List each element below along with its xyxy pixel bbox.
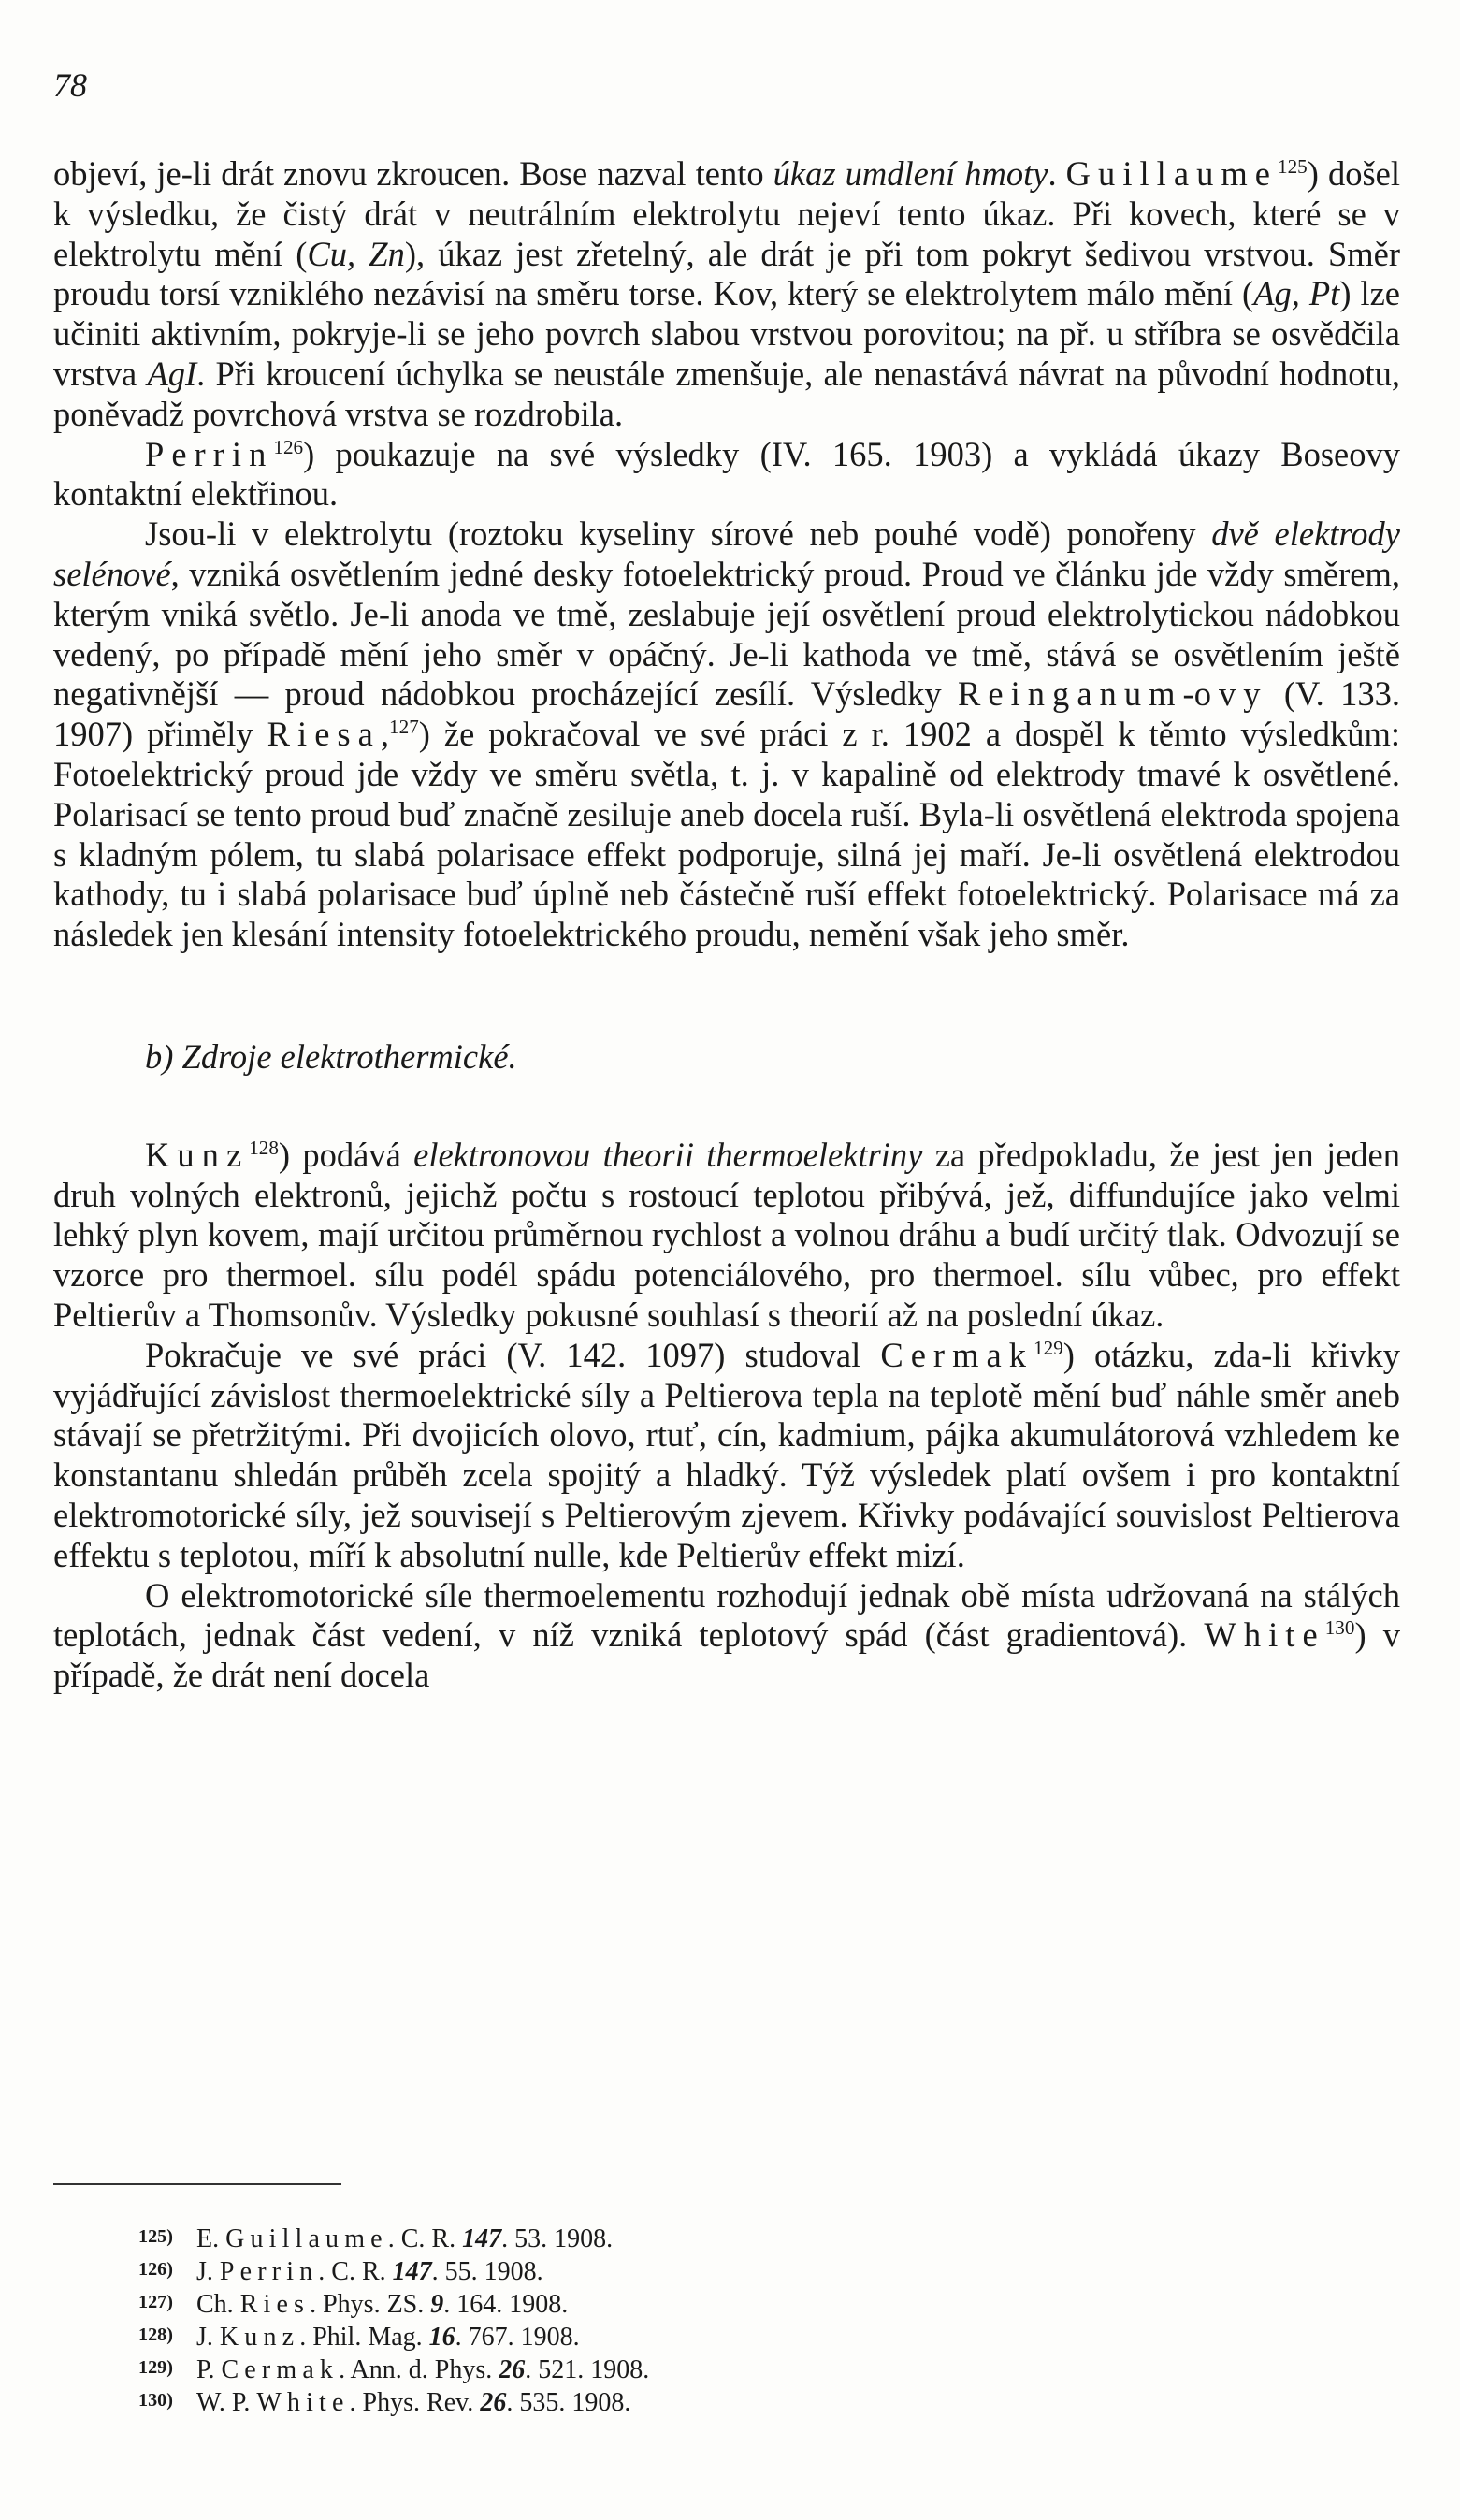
- volume-number: 9: [430, 2290, 444, 2320]
- text-run: . Phil. Mag.: [299, 2323, 429, 2353]
- text-run: (V. 133. 1907) přiměly: [53, 674, 1401, 754]
- author-name: Perrin: [145, 434, 274, 473]
- footnote-ref: 127: [389, 716, 419, 739]
- text-run: . Phys. Rev.: [349, 2388, 481, 2418]
- footnote-ref: 129: [1034, 1336, 1063, 1359]
- author-name: White: [256, 2388, 350, 2418]
- text-run: . C. R.: [318, 2257, 393, 2287]
- volume-number: 147: [462, 2224, 502, 2254]
- emphasis: Cu, Zn: [307, 234, 405, 273]
- footnote-mark: 125): [138, 2226, 173, 2247]
- text-run: ) poukazuje na své výsledky (IV. 165. 1903) a vykládá úkazy Boseovy kontaktní elektřinou.: [53, 434, 1400, 514]
- footnote-ref: 130: [1324, 1616, 1355, 1640]
- text-run: . C. R.: [387, 2224, 463, 2254]
- author-name: Guillaume: [1065, 154, 1279, 193]
- text-run: ), úkaz jest zřetelný, ale drát je při tom pokryt šedivou vrstvou. Směr proudu torsí vzniklého nezávisí na směru torse. Kov, který se elektrolytem málo mění (: [53, 234, 1400, 313]
- footnote: [138, 2385, 649, 2418]
- text-run: Jsou-li v elektrolytu (roztoku kyseliny sírové neb pouhé vodě) ponořeny: [145, 514, 1212, 554]
- text-run: O elektromotorické síle thermoelementu rozhodují jednak obě místa udržovaná na stálých teplotách, jednak část vedení, v níž vzniká teplotový spád (část gradientová).: [53, 1575, 1400, 1655]
- text-run: . 521. 1908.: [525, 2355, 650, 2385]
- text-run: ) že pokračoval ve své práci z r. 1902 a dospěl k těmto výsledkům: Fotoelektrický proud jde vždy ve směru světla, t. j. v kapalině od elektrody tmavé k osvětlené. Polarisací se tento proud buď značně zesiluje aneb docela ruší. Byla-li osvětlená elektroda spojena s kladným pólem, tu slabá polarisace effekt podporuje, silná jej maří. Je-li osvětlená elektrodou kathody, tu i slabá polarisace buď úplně neb částečně ruší effekt fotoelektrický. Polarisace má za následek jen klesání intensity fotoelektrického proudu, nemění však jeho směr.: [53, 715, 1400, 954]
- page-number: 78: [53, 66, 87, 104]
- paragraph: [53, 514, 1400, 955]
- author-name: Cermak: [880, 1335, 1034, 1374]
- author-name: White: [1204, 1615, 1325, 1655]
- footnote: [138, 2353, 649, 2385]
- footnote-mark: 127): [138, 2292, 173, 2313]
- volume-number: 26: [499, 2355, 526, 2385]
- text-run: W. P.: [196, 2388, 257, 2418]
- text-run: . Při kroucení úchylka se neustále zmenšuje, ale nenastává návrat na původní hodnotu, poněvadž povrchová vrstva se rozdrobila.: [53, 354, 1401, 433]
- text-run: . 55. 1908.: [431, 2257, 543, 2287]
- text-run: ) podává: [278, 1135, 414, 1174]
- footnote-divider: [53, 2183, 341, 2185]
- text-run: Pokračuje ve své práci (V. 142. 1097) studoval: [145, 1335, 881, 1374]
- section-heading: b) Zdroje elektrothermické.: [145, 1036, 517, 1076]
- author-name: Reinganum: [957, 674, 1183, 714]
- footnote: [138, 2222, 649, 2254]
- text-run: -: [1182, 674, 1194, 714]
- text-run: ) lze učiniti aktivním, pokryje-li se jeho povrch slabou vrstvou porovitou; na př. u stříbra se osvědčila vrstva: [53, 274, 1401, 393]
- text-run: P.: [196, 2355, 222, 2385]
- emphasis: úkaz umdlení hmoty: [773, 154, 1048, 193]
- text-run: ) došel k výsledku, že čistý drát v neutrálním elektrolytu nejeví tento úkaz. Při kovech, které se v elektrolytu mění (: [53, 154, 1401, 273]
- emphasis: elektronovou theorii thermoelektriny: [413, 1135, 923, 1174]
- footnote: [138, 2320, 649, 2353]
- volume-number: 16: [428, 2323, 455, 2353]
- footnote-mark: 129): [138, 2357, 173, 2379]
- paragraph: [53, 154, 1400, 435]
- footnote-ref: 126: [273, 435, 304, 458]
- author-name: Ries: [239, 2290, 311, 2320]
- text-run: E.: [196, 2224, 226, 2254]
- author-name: Guillaume: [225, 2224, 388, 2254]
- paragraph: [53, 1576, 1400, 1696]
- author-name: Cermak: [221, 2355, 340, 2385]
- author-name: Kunz: [219, 2323, 300, 2353]
- author-name: Kunz: [145, 1135, 250, 1174]
- text-run: J.: [196, 2323, 220, 2353]
- author-name: Riesa: [267, 715, 381, 754]
- footnote-ref: 125: [1278, 154, 1308, 178]
- text-run: objeví, je-li drát znovu zkroucen. Bose nazval tento: [53, 154, 773, 193]
- body-text: [53, 154, 1400, 1696]
- volume-number: 147: [392, 2257, 432, 2287]
- text-run: . 53. 1908.: [501, 2224, 614, 2254]
- text-run: za předpokladu, že jest jen jeden druh volných elektronů, jejichž počtu s rostoucí teplotou přibývá, jež, diffundujíce jako velmi lehký plyn kovem, mají určitou průměrnou rychlost a volnou dráhu a budí určitý tlak. Odvozují se vzorce pro thermoel. sílu podél spádu potenciálového, pro thermoel. sílu vůbec, pro effekt Peltierův a Thomsonův. Výsledky pokusné souhlasí s theorií až na poslední úkaz.: [53, 1135, 1400, 1334]
- text-run: . Phys. ZS.: [310, 2290, 431, 2320]
- emphasis: Ag, Pt: [1253, 274, 1340, 313]
- text-run: . 767. 1908.: [455, 2323, 580, 2353]
- footnote-mark: 130): [138, 2390, 173, 2411]
- text-run: . 535. 1908.: [506, 2388, 631, 2418]
- emphasis: dvě elektrody selénové: [53, 514, 1400, 593]
- emphasis: AgI: [147, 354, 197, 393]
- footnote-mark: 126): [138, 2259, 173, 2281]
- text-run: Ch.: [196, 2290, 240, 2320]
- text-run: ,: [380, 715, 390, 754]
- paragraph: [53, 1136, 1400, 1336]
- footnotes: [138, 2222, 649, 2418]
- text-run: . Ann. d. Phys.: [339, 2355, 499, 2385]
- text-run: .: [1048, 154, 1066, 193]
- text-run: , vzniká osvětlením jedné desky fotoelektrický proud. Proud ve článku jde vždy směrem, kterým vniká světlo. Je-li anoda ve tmě, zeslabuje její osvětlení proud elektrolytickou nádobkou vedený, po případě mění jeho směr v opáčný. Je-li kathoda ve tmě, stává se osvětlením ještě negativnější — proud nádobkou procházející zesílí. Výsledky: [53, 554, 1400, 714]
- text-run: ) otázku, zda-li křivky vyjádřující závislost thermoelektrické síly a Peltierova tepla na teplotě mění buď náhle směr aneb stávají se přetržitými. Při dvojicích olovo, rtuť, cín, kadmium, pájka akumulátorová vzhledem ke konstantanu shledán průběh zcela spojitý a hladký. Týž výsledek platí ovšem i pro kontaktní elektromotorické síly, jež souvisejí s Peltierovým zjevem. Křivky podávající souvislost Peltierova effektu s teplotou, míří k absolutní nulle, kde Peltierův effekt mizí.: [53, 1335, 1400, 1574]
- footnote-mark: 128): [138, 2324, 173, 2346]
- author-name: ovy: [1193, 674, 1268, 714]
- footnote-ref: 128: [249, 1136, 279, 1159]
- text-run: . 164. 1908.: [443, 2290, 569, 2320]
- text-run: ) v případě, že drát není docela: [53, 1615, 1401, 1695]
- volume-number: 26: [480, 2388, 507, 2418]
- footnote: [138, 2254, 649, 2287]
- footnote: [138, 2287, 649, 2320]
- author-name: Perrin: [219, 2257, 319, 2287]
- text-run: J.: [196, 2257, 220, 2287]
- paragraph: [53, 1336, 1400, 1576]
- paragraph: [53, 435, 1400, 515]
